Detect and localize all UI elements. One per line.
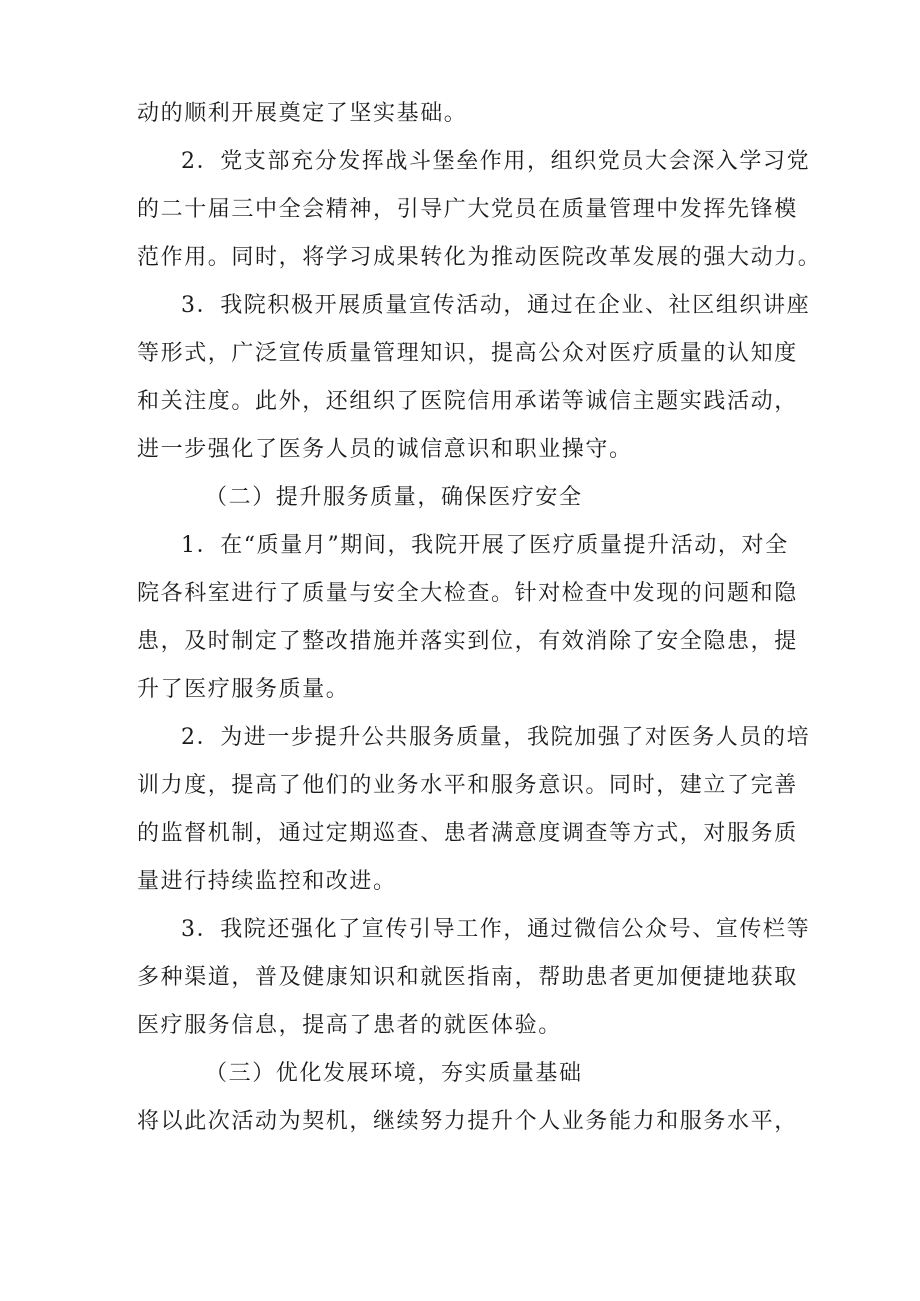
text-line: 将以此次活动为契机，继续努力提升个人业务能力和服务水平，: [137, 1109, 798, 1134]
paragraph-3-start: 3．我院积极开展质量宣传活动，通过在企业、社区组织讲座: [181, 293, 811, 318]
text-line: 量进行持续监控和改进。: [137, 869, 397, 894]
section-heading-2: （二）提升服务质量，确保医疗安全: [205, 485, 583, 510]
text-line: 和关注度。此外，还组织了医院信用承诺等诚信主题实践活动，: [137, 389, 798, 414]
text-line: 医疗服务信息，提高了患者的就医体验。: [137, 1013, 562, 1038]
text-line: 进一步强化了医务人员的诚信意识和职业操守。: [137, 437, 633, 462]
paragraph-2b-start: 2．为进一步提升公共服务质量，我院加强了对医务人员的培: [181, 725, 811, 750]
text-line: 动的顺利开展奠定了坚实基础。: [137, 101, 468, 126]
text-line: 院各科室进行了质量与安全大检查。针对检查中发现的问题和隐: [137, 581, 798, 606]
text-line: 等形式，广泛宣传质量管理知识，提高公众对医疗质量的认知度: [137, 341, 798, 366]
text-line: 患，及时制定了整改措施并落实到位，有效消除了安全隐患，提: [137, 629, 798, 654]
text-line: 升了医疗服务质量。: [137, 677, 350, 702]
section-heading-3: （三）优化发展环境，夯实质量基础: [205, 1061, 583, 1086]
paragraph-1-start: 1．在“质量月”期间，我院开展了医疗质量提升活动，对全: [181, 533, 789, 558]
text-line: 多种渠道，普及健康知识和就医指南，帮助患者更加便捷地获取: [137, 965, 798, 990]
text-line: 的二十届三中全会精神，引导广大党员在质量管理中发挥先锋模: [137, 197, 798, 222]
text-line: 范作用。同时，将学习成果转化为推动医院改革发展的强大动力。: [137, 245, 822, 270]
text-line: 训力度，提高了他们的业务水平和服务意识。同时，建立了完善: [137, 773, 798, 798]
paragraph-2-start: 2．党支部充分发挥战斗堡垒作用，组织党员大会深入学习党: [181, 149, 811, 174]
paragraph-3b-start: 3．我院还强化了宣传引导工作，通过微信公众号、宣传栏等: [181, 917, 811, 942]
text-line: 的监督机制，通过定期巡查、患者满意度调查等方式，对服务质: [137, 821, 798, 846]
